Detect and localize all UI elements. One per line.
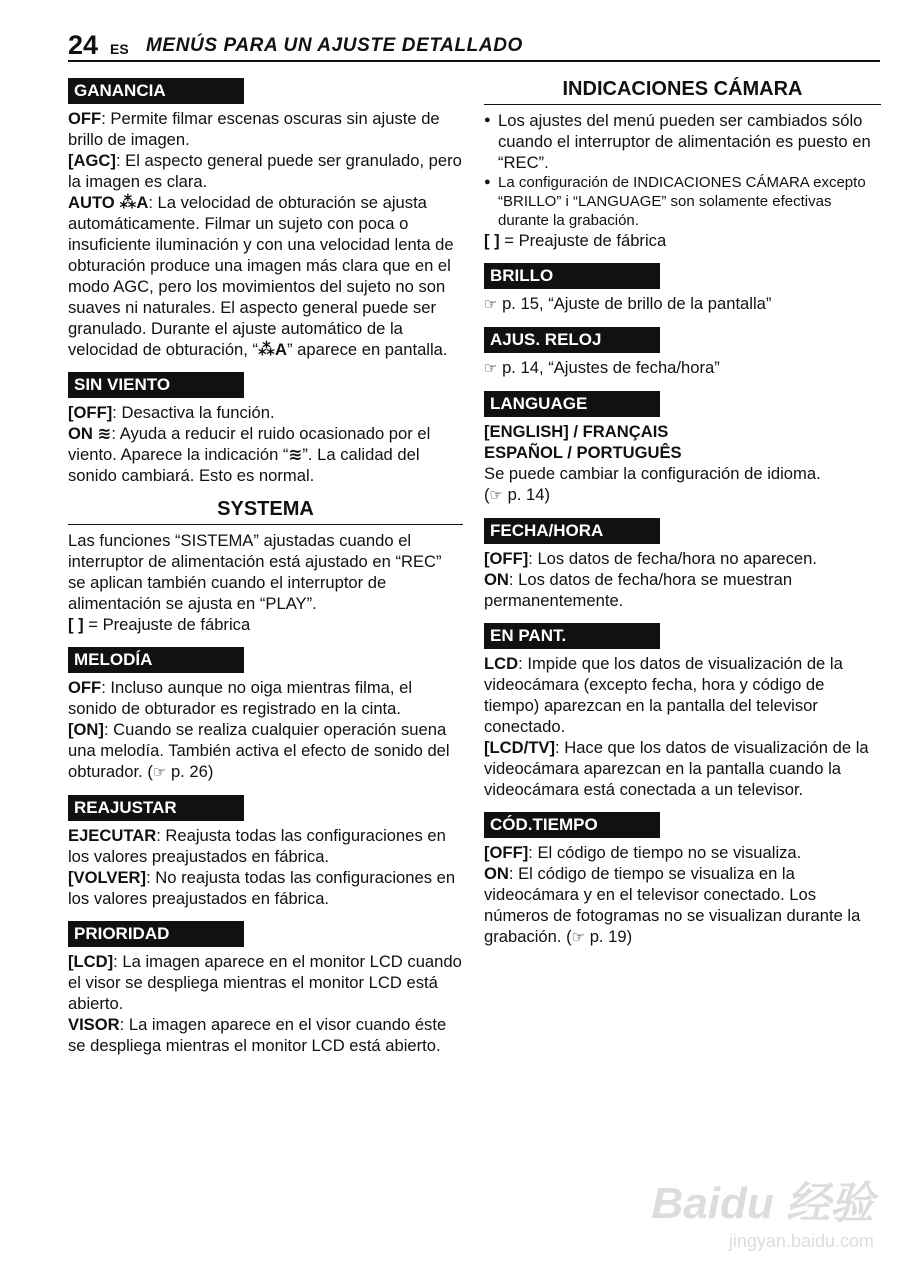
language-code: ES (110, 41, 129, 57)
sin-viento-body: [OFF]: Desactiva la función. ON ≋: Ayuda a reducir el ruido ocasionado por el viento. Aparece la indicación “≋”. La calidad del sonido cambiará. Esto es normal. (68, 403, 431, 485)
watermark-brand: Baidu 经验 (651, 1179, 874, 1228)
fecha-hora-body: [OFF]: Los datos de fecha/hora no aparecen. ON: Los datos de fecha/hora se muestran permanentemente. (484, 549, 817, 610)
hand-pointer-icon: ☞ (484, 360, 498, 377)
auto-shutter-icon: ⁂A (258, 340, 287, 359)
hand-pointer-icon: ☞ (489, 487, 503, 504)
list-item: ● La configuración de INDICACIONES CÁMARA excepto “BRILLO” i “LANGUAGE” son solamente efectivas durante la grabación. (484, 173, 881, 230)
right-column (484, 78, 881, 948)
section-bar-cod-tiempo: CÓD.TIEMPO (484, 812, 660, 838)
left-column (68, 78, 463, 1056)
brillo-body: ☞ p. 15, “Ajuste de brillo de la pantalla” (484, 294, 772, 313)
section-bar-en-pant: EN PANT. (484, 623, 660, 649)
prioridad-body: [LCD]: La imagen aparece en el monitor LCD cuando el visor se despliega mientras el monitor LCD está abierto. VISOR: La imagen aparece en el visor cuando éste se despliega mientras el monitor LCD está abierto. (68, 952, 462, 1055)
section-bar-brillo: BRILLO (484, 263, 660, 289)
section-bar-melodia: MELODÍA (68, 647, 244, 673)
section-bar-sin-viento: SIN VIENTO (68, 372, 244, 398)
list-item: ● Los ajustes del menú pueden ser cambiados sólo cuando el interruptor de alimentación es puesto en “REC”. (484, 110, 881, 173)
page-title: MENÚS PARA UN AJUSTE DETALLADO (146, 35, 523, 56)
page-header (68, 30, 880, 62)
melodia-body: OFF: Incluso aunque no oiga mientras filma, el sonido de obturador es registrado en la cinta. [ON]: Cuando se realiza cualquier operación suena una melodía. También activa el efecto de sonido del obturador. (☞ p. 26) (68, 678, 450, 781)
ajus-reloj-body: ☞ p. 14, “Ajustes de fecha/hora” (484, 358, 720, 377)
indicaciones-body: ● Los ajustes del menú pueden ser cambiados sólo cuando el interruptor de alimentación es puesto en “REC”. ● La configuración de INDICACIONES CÁMARA excepto “BRILLO” i “LANGUAGE” son solamente efectivas durante la grabación. [ ] = Preajuste de fábrica (484, 110, 881, 251)
page-number: 24 (68, 30, 99, 60)
watermark (652, 1167, 874, 1252)
cod-tiempo-body: [OFF]: El código de tiempo no se visualiza. ON: El código de tiempo se visualiza en la videocámara y en el televisor conectado. Los números de fotogramas no se visualizan durante la grabación. (☞ p. 19) (484, 843, 861, 946)
section-bar-ganancia: GANANCIA (68, 78, 244, 104)
hand-pointer-icon: ☞ (152, 764, 167, 781)
en-pant-body: LCD: Impide que los datos de visualización de la videocámara (excepto fecha, hora y código de tiempo) aparezcan en la pantalla del televisor conectado. [LCD/TV]: Hace que los datos de visualización de la videocámara aparezcan en la pantalla cuando la videocámara está conectada a un televisor. (484, 654, 869, 799)
ganancia-body: OFF: Permite filmar escenas oscuras sin ajuste de brillo de imagen. [AGC]: El aspecto general puede ser granulado, pero la imagen es clara. AUTO ⁂A: La velocidad de obturación se ajusta automáticamente. Filmar un sujeto con poca o insuficiente iluminación y con una velocidad lenta de obturación produce una imagen más clara que en el modo AGC, pero los movimientos del sujeto no son suaves ni naturales. El aspecto general puede ser granulado. Durante el ajuste automático de la velocidad de obturación, “⁂A” aparece en pantalla. (68, 109, 462, 359)
wind-icon: ≋ (288, 445, 303, 464)
language-body: [ENGLISH] / FRANÇAIS ESPAÑOL / PORTUGUÊS Se puede cambiar la configuración de idioma. (☞ p. 14) (484, 422, 821, 504)
hand-pointer-icon: ☞ (484, 296, 498, 313)
systema-heading: SYSTEMA (68, 498, 463, 525)
section-bar-ajus-reloj: AJUS. RELOJ (484, 327, 660, 353)
indicaciones-heading: INDICACIONES CÁMARA (484, 78, 881, 105)
systema-body: Las funciones “SISTEMA” ajustadas cuando el interruptor de alimentación está ajustado en “REC” se aplican también cuando el interruptor de alimentación se ajusta en “PLAY”. [ ] = Preajuste de fábrica (68, 531, 442, 634)
section-bar-fecha-hora: FECHA/HORA (484, 518, 660, 544)
auto-shutter-icon: ⁂A (119, 193, 149, 212)
hand-pointer-icon: ☞ (571, 929, 586, 946)
section-bar-reajustar: REAJUSTAR (68, 795, 244, 821)
reajustar-body: EJECUTAR: Reajusta todas las configuraciones en los valores preajustados en fábrica. [VOLVER]: No reajusta todas las configuraciones en los valores preajustados en fábrica. (68, 826, 456, 908)
watermark-site: jingyan.baidu.com (728, 1231, 874, 1251)
wind-icon: ≋ (97, 424, 112, 443)
section-bar-prioridad: PRIORIDAD (68, 921, 244, 947)
section-bar-language: LANGUAGE (484, 391, 660, 417)
